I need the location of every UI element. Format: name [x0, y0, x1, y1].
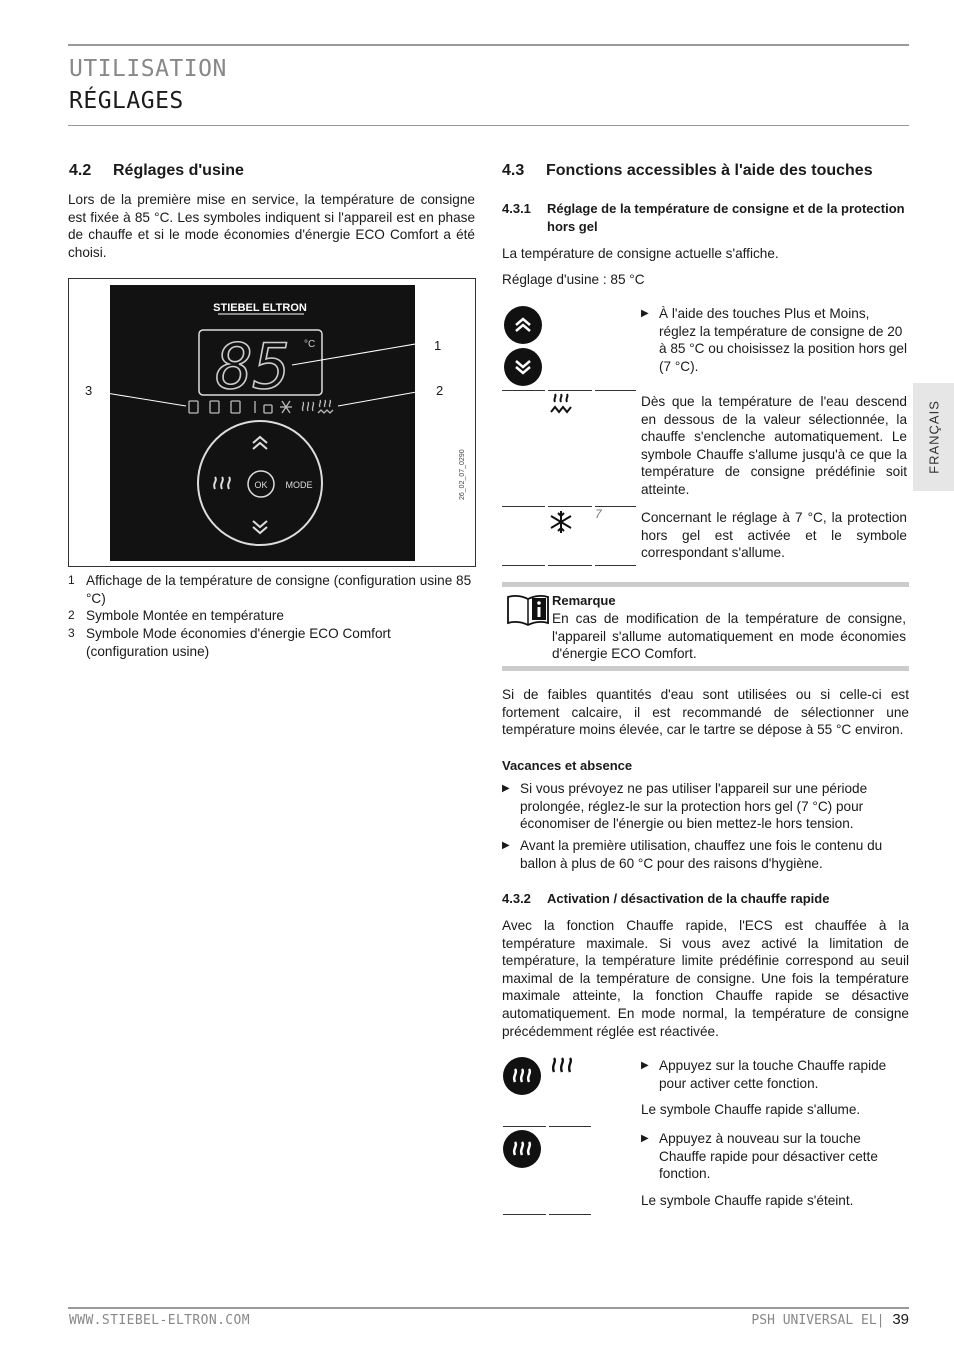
- figure-code: 26_02_07_0290: [459, 449, 466, 500]
- vacation-bullet-1: ▶ Si vous prévoyez ne pas utiliser l'appareil sur une période prolongée, réglez-le sur la protection hors gel (7 °C) pour économiser de l'énergie ou bien mettez-le hors tension.: [502, 780, 909, 833]
- factory-setting-text: Réglage d'usine : 85 °C: [502, 272, 645, 287]
- plus-button[interactable]: [504, 306, 542, 344]
- fast-heat-button-on[interactable]: [503, 1057, 541, 1095]
- header-section: UTILISATION: [69, 56, 227, 82]
- fast-heat-icon: [503, 1057, 541, 1095]
- fast-heat-symbol: [214, 477, 230, 489]
- control-panel-image: [110, 285, 415, 561]
- fast-heat-symbol-icon: [550, 1056, 576, 1078]
- section-heading-4-3-2: 4.3.2 Activation / désactivation de la chauffe rapide: [502, 891, 830, 906]
- legend-item-2: 2 Symbole Montée en température: [68, 608, 284, 623]
- footer-url: WWW.STIEBEL-ELTRON.COM: [69, 1313, 250, 1328]
- header-title: RÉGLAGES: [69, 88, 184, 114]
- snowflake-icon: [549, 510, 573, 534]
- ok-label: OK: [254, 480, 268, 490]
- minus-button[interactable]: [504, 348, 542, 386]
- brand-logo: STIEBEL ELTRON: [213, 302, 307, 314]
- heating-symbol-text: Dès que la température de l'eau descend en dessous de la valeur sélectionnée, la chauffe s'enclenche automatiquement. Le symbole Chauffe s'allume jusqu'à ce que la température de consigne prédéfinie soit atteinte.: [641, 394, 907, 497]
- note-box: [502, 582, 909, 671]
- fast-heat-off-text: Le symbole Chauffe rapide s'éteint.: [641, 1193, 854, 1208]
- callout-3: 3: [85, 383, 93, 398]
- callout-2: 2: [436, 383, 444, 398]
- fast-heat-on-text: Le symbole Chauffe rapide s'allume.: [641, 1102, 861, 1117]
- display-digits: 85: [215, 330, 291, 403]
- section-heading-4-3-1: 4.3.1 Réglage de la température de consigne et de la protection hors gel: [502, 201, 905, 234]
- minus-chevron-icon: [504, 348, 542, 386]
- fast-heat-activate-instruction: ▶ Appuyez sur la touche Chauffe rapide pour activer cette fonction.: [641, 1057, 909, 1092]
- header-top-rule: [68, 44, 909, 46]
- limescale-paragraph: Si de faibles quantités d'eau sont utilisées ou si celle-ci est fortement calcaire, il est recommandé de sélectionner une température moins élevée, car le tartre se dépose à 55 °C environ.: [502, 687, 909, 738]
- current-temp-text: La température de consigne actuelle s'affiche.: [502, 246, 779, 261]
- footer-rule: [68, 1307, 909, 1309]
- header-bottom-rule: [68, 125, 909, 126]
- note-title: Remarque: [552, 593, 616, 608]
- fast-heat-icon: [503, 1130, 541, 1168]
- control-panel-drawing: [110, 285, 415, 561]
- language-tab: FRANÇAIS: [913, 383, 954, 491]
- antifreeze-digit-glyph: 7: [595, 507, 602, 521]
- antifreeze-text: Concernant le réglage à 7 °C, la protection hors gel est activée et le symbole correspondant s'allume.: [641, 510, 907, 561]
- heating-symbol-icon: [550, 393, 576, 415]
- mode-label: MODE: [285, 480, 313, 490]
- legend-item-3: 3 Symbole Mode économies d'énergie ECO Comfort (configuration usine): [68, 626, 391, 659]
- fast-heat-deactivate-instruction: ▶ Appuyez à nouveau sur la touche Chauffe rapide pour désactiver cette fonction.: [641, 1130, 909, 1183]
- plus-chevron-icon: [504, 306, 542, 344]
- intro-paragraph: Lors de la première mise en service, la température de consigne est fixée à 85 °C. Les symboles indiquent si l'appareil est en phase de chauffe et si le mode économies d'énergie ECO Comfort a été choisi.: [68, 192, 475, 260]
- legend-item-1: 1 Affichage de la température de consigne (configuration usine 85 °C): [68, 573, 472, 606]
- book-info-icon: [506, 593, 550, 627]
- note-text: En cas de modification de la température de consigne, l'appareil s'allume automatiquement en mode économies d'énergie ECO Comfort.: [552, 611, 906, 662]
- page-number: 39: [892, 1311, 909, 1328]
- plus-minus-instruction: ▶ À l'aide des touches Plus et Moins, réglez la température de consigne de 20 à 85 °C ou choisissez la position hors gel (7 °C).: [641, 305, 909, 375]
- plus-chevron: [253, 437, 267, 449]
- display-unit: °C: [304, 339, 316, 350]
- footer-product: PSH UNIVERSAL EL| 39: [751, 1311, 909, 1328]
- vacation-bullet-2: ▶ Avant la première utilisation, chauffez une fois le contenu du ballon à plus de 60 °C pour des raisons d'hygiène.: [502, 837, 909, 872]
- section-heading-4-3: 4.3 Fonctions accessibles à l'aide des touches: [502, 162, 873, 179]
- section-heading-4-2: 4.2 Réglages d'usine: [69, 162, 244, 179]
- callout-1: 1: [434, 338, 442, 353]
- minus-chevron: [253, 521, 267, 533]
- vacation-heading: Vacances et absence: [502, 758, 633, 773]
- fast-heat-paragraph: Avec la fonction Chauffe rapide, l'ECS est chauffée à la température maximale. Si vous avez activé la limitation de température, la température limite prédéfinie correspond au seuil maximal de la température de consigne. Une fois la température maximale atteinte, la fonction Chauffe rapide se désactive automatiquement. En mode normal, la température de consigne précédemment réglée est réactivée.: [502, 918, 909, 1039]
- fast-heat-button-off[interactable]: [503, 1130, 541, 1168]
